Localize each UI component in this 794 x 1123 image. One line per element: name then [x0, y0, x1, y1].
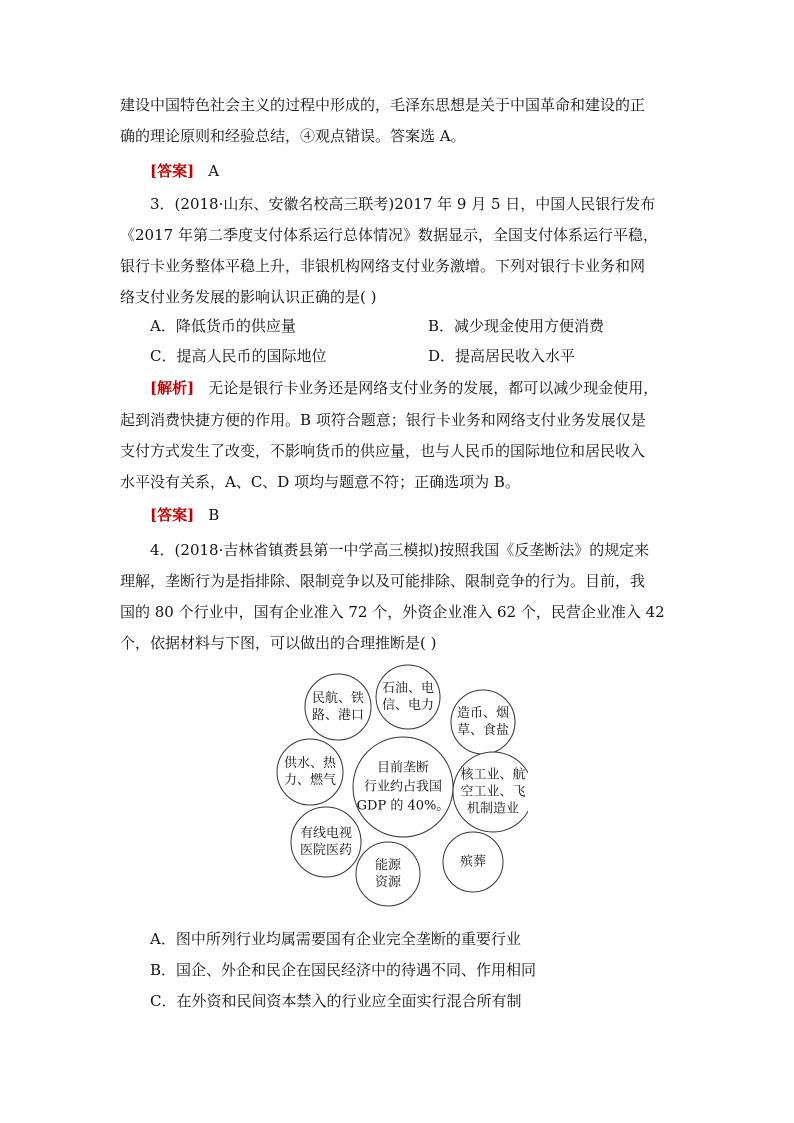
- node-text: 供水、热: [283, 756, 337, 771]
- node-text: 石油、电: [381, 681, 435, 696]
- node-text: 资源: [374, 875, 402, 890]
- q3-analysis-line-3: 支付方式发生了改变，不影响货币的供应量，也与人民币的国际地位和居民收入: [120, 442, 646, 460]
- q3-line-4: 络支付业务发展的影响认识正确的是( ): [120, 288, 377, 306]
- q3-analysis-line-4: 水平没有关系，A、C、D 项均与题意不符；正确选项为 B。: [120, 473, 520, 491]
- q3-answer: [150, 504, 219, 526]
- node-label-cable-tv-medical: [300, 825, 352, 859]
- node-text: 信、电力: [381, 698, 435, 713]
- node-text: 机制造业: [466, 801, 520, 817]
- node-text: 殡葬: [459, 854, 487, 870]
- node-text: 空工业、飞: [460, 784, 526, 800]
- q4-option-c: C．在外资和民间资本禁入的行业应全面实行混合所有制: [150, 992, 522, 1010]
- node-label-mint-tobacco-salt: [457, 705, 509, 739]
- node-text: 路、港口: [311, 708, 365, 723]
- q4-line-4: 个，依据材料与下图，可以做出的合理推断是( ): [120, 634, 437, 652]
- q3-line-3: 银行卡业务整体平稳上升，非银机构网络支付业务激增。下列对银行卡业务和网: [120, 257, 646, 275]
- node-text: 能源: [374, 858, 402, 873]
- q4-line-1: 4．(2018·吉林省镇赉县第一中学高三模拟)按照我国《反垄断法》的规定来: [150, 541, 650, 559]
- intro-line-2: 确的理论原则和经验总结，④观点错误。答案选 A。: [120, 127, 466, 145]
- analysis-tag: [解析]: [150, 379, 195, 397]
- intro-line-1: 建设中国特色社会主义的过程中形成的，毛泽东思想是关于中国革命和建设的正: [120, 96, 646, 114]
- q3-line-1: 3．(2018·山东、安徽名校高三联考)2017 年 9 月 5 日，中国人民银行发布: [150, 195, 656, 213]
- node-text: 核工业、航: [460, 767, 526, 783]
- center-label: [357, 759, 450, 816]
- analysis-text: 无论是银行卡业务还是网络支付业务的发展，都可以减少现金使用，: [208, 379, 659, 397]
- node-label-energy-resources: [375, 857, 401, 891]
- q3-option-c: C．提高人民币的国际地位: [150, 347, 327, 365]
- q3-analysis-line-2: 起到消费快捷方便的作用。B 项符合题意；银行卡业务和网络支付业务发展仅是: [120, 411, 646, 429]
- node-label-aviation-rail-port: [312, 690, 364, 724]
- node-text: 民航、铁: [311, 691, 365, 706]
- center-text-1: 目前垄断: [376, 760, 429, 776]
- node-text: 医院医药: [299, 843, 353, 858]
- q2-answer: [150, 160, 219, 182]
- q4-option-a: A．图中所列行业均属需要国有企业完全垄断的重要行业: [150, 930, 521, 948]
- q4-line-2: 理解，垄断行为是指排除、限制竞争以及可能排除、限制竞争的行为。目前，我: [120, 572, 646, 590]
- answer-value: B: [208, 506, 220, 524]
- node-label-nuclear-aviation: [460, 767, 525, 818]
- q3-option-a: A．降低货币的供应量: [150, 317, 296, 335]
- node-text: 草、食盐: [456, 723, 510, 738]
- q3-analysis-line-1: [150, 377, 658, 399]
- monopoly-industries-diagram: [268, 662, 528, 912]
- answer-tag: [答案]: [150, 506, 195, 524]
- q4-line-3: 国的 80 个行业中，国有企业准入 72 个，外资企业准入 62 个，民营企业准入 42: [120, 603, 665, 621]
- q4-option-b: B．国企、外企和民企在国民经济中的待遇不同、作用相同: [150, 961, 537, 979]
- center-text-2: 行业约占我国: [363, 779, 442, 795]
- node-label-oil-telecom-power: [382, 680, 434, 714]
- node-label-water-heat-gas: [284, 755, 336, 789]
- node-label-funeral: [460, 854, 486, 871]
- answer-value: A: [208, 162, 220, 180]
- center-text-3: GDP 的 40%。: [356, 798, 450, 814]
- q3-option-d: D．提高居民收入水平: [428, 347, 576, 365]
- node-text: 力、燃气: [283, 773, 337, 788]
- node-text: 有线电视: [299, 826, 353, 841]
- q3-option-b: B．减少现金使用方便消费: [428, 317, 605, 335]
- node-text: 造币、烟: [456, 706, 510, 721]
- q3-line-2: 《2017 年第二季度支付体系运行总体情况》数据显示，全国支付体系运行平稳，: [120, 226, 658, 244]
- answer-tag: [答案]: [150, 162, 195, 180]
